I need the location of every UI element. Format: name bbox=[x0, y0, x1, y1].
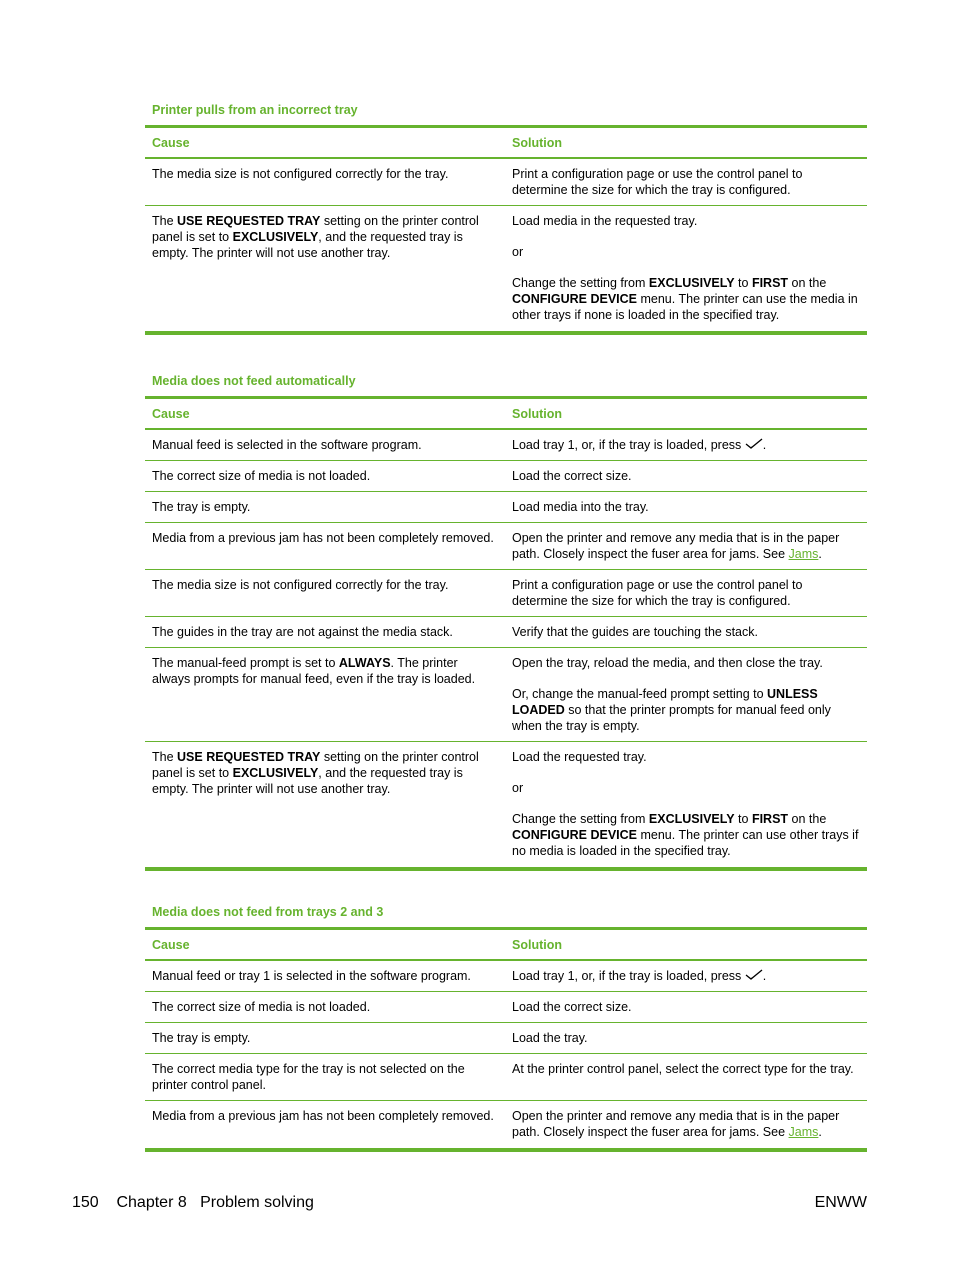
jams-link[interactable]: Jams bbox=[788, 1125, 819, 1139]
troubleshooting-table bbox=[145, 396, 867, 871]
text-run: The manual-feed prompt is set to bbox=[152, 656, 339, 670]
cause-cell bbox=[145, 992, 505, 1023]
menu-setting-name: EXCLUSIVELY bbox=[648, 812, 735, 826]
text-run: Manual feed is selected in the software program. bbox=[152, 438, 422, 452]
text-run: Load media in the requested tray. bbox=[512, 214, 698, 228]
menu-setting-name: CONFIGURE DEVICE bbox=[512, 828, 638, 842]
table-row bbox=[145, 1054, 867, 1101]
solution-cell bbox=[505, 429, 867, 461]
paragraph bbox=[512, 577, 860, 609]
paragraph bbox=[512, 811, 860, 859]
text-run: setting on the printer control panel is set to bbox=[152, 214, 479, 244]
cause-cell bbox=[145, 742, 505, 870]
text-run: Verify that the guides are touching the stack. bbox=[512, 625, 758, 639]
text-run: menu. The printer can use other trays if no media is loaded in the specified tray. bbox=[512, 828, 859, 858]
text-run: Load tray 1, or, if the tray is loaded, press bbox=[512, 438, 745, 452]
menu-setting-name: FIRST bbox=[751, 812, 789, 826]
text-run: , and the requested tray is empty. The printer will not use another tray. bbox=[152, 766, 463, 796]
text-run: . bbox=[762, 438, 767, 452]
text-run: Load the correct size. bbox=[512, 469, 632, 483]
cause-header: Cause bbox=[145, 398, 505, 430]
solution-cell bbox=[505, 461, 867, 492]
table-row bbox=[145, 570, 867, 617]
troubleshooting-table bbox=[145, 927, 867, 1152]
text-run: Load the correct size. bbox=[512, 1000, 632, 1014]
paragraph bbox=[512, 655, 860, 671]
text-run: to bbox=[734, 812, 752, 826]
cause-cell bbox=[145, 1023, 505, 1054]
text-run: The guides in the tray are not against the media stack. bbox=[152, 625, 453, 639]
section-trays-2-3 bbox=[145, 904, 867, 1152]
paragraph bbox=[512, 624, 860, 640]
paragraph bbox=[512, 780, 860, 796]
solution-cell bbox=[505, 1023, 867, 1054]
text-run: Load the tray. bbox=[512, 1031, 588, 1045]
solution-cell bbox=[505, 570, 867, 617]
paragraph bbox=[512, 749, 860, 765]
solution-cell bbox=[505, 648, 867, 742]
text-run: Load the requested tray. bbox=[512, 750, 647, 764]
text-run: At the printer control panel, select the correct type for the tray. bbox=[512, 1062, 854, 1076]
text-run: Media from a previous jam has not been completely removed. bbox=[152, 1109, 494, 1123]
paragraph bbox=[152, 468, 498, 484]
table-row bbox=[145, 206, 867, 334]
paragraph bbox=[152, 577, 498, 593]
menu-setting-name: EXCLUSIVELY bbox=[232, 230, 319, 244]
cause-cell bbox=[145, 570, 505, 617]
section-title: Printer pulls from an incorrect tray bbox=[152, 103, 358, 117]
paragraph bbox=[512, 1030, 860, 1046]
solution-header: Solution bbox=[505, 398, 867, 430]
text-run: on the bbox=[788, 276, 827, 290]
text-run: so that the printer prompts for manual feed only when the tray is empty. bbox=[512, 703, 831, 733]
text-run: Open the tray, reload the media, and then close the tray. bbox=[512, 656, 823, 670]
text-run: The bbox=[152, 214, 178, 228]
text-run: menu. The printer can use the media in other trays if none is loaded in the specified tray. bbox=[512, 292, 858, 322]
text-run: Open the printer and remove any media that is in the paper path. Closely inspect the fuser area for jams. See bbox=[512, 531, 840, 561]
paragraph-gap bbox=[512, 260, 860, 275]
solution-cell bbox=[505, 492, 867, 523]
menu-setting-name: UNLESS LOADED bbox=[512, 687, 818, 717]
cause-cell bbox=[145, 648, 505, 742]
text-run: to bbox=[734, 276, 752, 290]
troubleshooting-table bbox=[145, 125, 867, 335]
text-run: . bbox=[818, 547, 822, 561]
text-run: or bbox=[512, 781, 524, 795]
paragraph-gap bbox=[512, 229, 860, 244]
cause-cell bbox=[145, 429, 505, 461]
text-run: The correct size of media is not loaded. bbox=[152, 469, 371, 483]
text-run: . bbox=[818, 1125, 822, 1139]
table-row bbox=[145, 461, 867, 492]
menu-setting-name: USE REQUESTED TRAY bbox=[177, 214, 321, 228]
text-run: Load media into the tray. bbox=[512, 500, 649, 514]
menu-setting-name: EXCLUSIVELY bbox=[648, 276, 735, 290]
solution-cell bbox=[505, 1101, 867, 1151]
solution-cell bbox=[505, 617, 867, 648]
cause-cell bbox=[145, 461, 505, 492]
cause-header: Cause bbox=[145, 127, 505, 159]
paragraph bbox=[512, 999, 860, 1015]
paragraph bbox=[152, 624, 498, 640]
text-run: The tray is empty. bbox=[152, 1031, 251, 1045]
paragraph bbox=[152, 499, 498, 515]
checkmark-icon bbox=[745, 969, 763, 981]
text-run: Change the setting from bbox=[512, 812, 649, 826]
solution-cell bbox=[505, 1054, 867, 1101]
text-run: The bbox=[152, 750, 178, 764]
paragraph bbox=[152, 530, 498, 546]
solution-cell bbox=[505, 206, 867, 334]
solution-header: Solution bbox=[505, 127, 867, 159]
paragraph bbox=[512, 499, 860, 515]
table-row bbox=[145, 523, 867, 570]
text-run: Media from a previous jam has not been completely removed. bbox=[152, 531, 494, 545]
paragraph bbox=[152, 1108, 498, 1124]
table-row bbox=[145, 1101, 867, 1151]
text-run: Print a configuration page or use the control panel to determine the size for which the tray is configured. bbox=[512, 167, 803, 197]
cause-cell bbox=[145, 206, 505, 334]
text-run: The correct size of media is not loaded. bbox=[152, 1000, 371, 1014]
paragraph bbox=[152, 437, 498, 453]
paragraph bbox=[152, 1030, 498, 1046]
cause-cell bbox=[145, 492, 505, 523]
paragraph bbox=[152, 1061, 498, 1093]
paragraph-gap bbox=[512, 765, 860, 780]
text-run: Print a configuration page or use the control panel to determine the size for which the tray is configured. bbox=[512, 578, 803, 608]
menu-setting-name: ALWAYS bbox=[338, 656, 391, 670]
table-row bbox=[145, 960, 867, 992]
footer-page-chapter: 150 Chapter 8 Problem solving bbox=[72, 1194, 314, 1211]
solution-header: Solution bbox=[505, 929, 867, 961]
solution-cell bbox=[505, 992, 867, 1023]
solution-cell bbox=[505, 742, 867, 870]
solution-cell bbox=[505, 960, 867, 992]
paragraph bbox=[512, 213, 860, 229]
text-run: . The printer always prompts for manual feed, even if the tray is loaded. bbox=[152, 656, 476, 686]
text-run: Change the setting from bbox=[512, 276, 649, 290]
paragraph bbox=[512, 530, 860, 562]
paragraph bbox=[512, 244, 860, 260]
paragraph bbox=[152, 749, 498, 797]
text-run: , and the requested tray is empty. The printer will not use another tray. bbox=[152, 230, 463, 260]
paragraph bbox=[512, 1061, 860, 1077]
cause-cell bbox=[145, 960, 505, 992]
paragraph-gap bbox=[512, 671, 860, 686]
text-run: on the bbox=[788, 812, 827, 826]
section-title: Media does not feed automatically bbox=[152, 374, 356, 388]
paragraph bbox=[152, 166, 498, 182]
checkmark-icon bbox=[745, 438, 763, 450]
text-run: Or, change the manual-feed prompt setting to bbox=[512, 687, 768, 701]
paragraph bbox=[152, 999, 498, 1015]
table-row bbox=[145, 992, 867, 1023]
paragraph-gap bbox=[512, 796, 860, 811]
solution-cell bbox=[505, 523, 867, 570]
paragraph bbox=[152, 968, 498, 984]
table-row bbox=[145, 648, 867, 742]
text-run: Manual feed or tray 1 is selected in the software program. bbox=[152, 969, 471, 983]
cause-header: Cause bbox=[145, 929, 505, 961]
table-row bbox=[145, 617, 867, 648]
menu-setting-name: CONFIGURE DEVICE bbox=[512, 292, 638, 306]
menu-setting-name: FIRST bbox=[751, 276, 789, 290]
table-row bbox=[145, 158, 867, 206]
paragraph bbox=[512, 166, 860, 198]
table-row bbox=[145, 742, 867, 870]
text-run: The correct media type for the tray is not selected on the printer control panel. bbox=[152, 1062, 465, 1092]
table-row bbox=[145, 492, 867, 523]
paragraph bbox=[512, 686, 860, 734]
cause-cell bbox=[145, 1101, 505, 1151]
cause-cell bbox=[145, 617, 505, 648]
text-run: The media size is not configured correctly for the tray. bbox=[152, 167, 449, 181]
paragraph bbox=[512, 968, 860, 984]
text-run: The tray is empty. bbox=[152, 500, 251, 514]
solution-cell bbox=[505, 158, 867, 206]
text-run: setting on the printer control panel is set to bbox=[152, 750, 479, 780]
footer-edition: ENWW bbox=[814, 1194, 867, 1211]
text-run: or bbox=[512, 245, 524, 259]
menu-setting-name: USE REQUESTED TRAY bbox=[177, 750, 321, 764]
section-title: Media does not feed from trays 2 and 3 bbox=[152, 905, 384, 919]
menu-setting-name: EXCLUSIVELY bbox=[232, 766, 319, 780]
section-incorrect-tray bbox=[145, 102, 867, 335]
paragraph bbox=[152, 213, 498, 261]
paragraph bbox=[152, 655, 498, 687]
table-row bbox=[145, 1023, 867, 1054]
text-run: Load tray 1, or, if the tray is loaded, press bbox=[512, 969, 745, 983]
text-run: The media size is not configured correctly for the tray. bbox=[152, 578, 449, 592]
paragraph bbox=[512, 468, 860, 484]
text-run: Open the printer and remove any media that is in the paper path. Closely inspect the fuser area for jams. See bbox=[512, 1109, 840, 1139]
text-run: . bbox=[762, 969, 767, 983]
section-no-auto-feed bbox=[145, 373, 867, 871]
cause-cell bbox=[145, 1054, 505, 1101]
paragraph bbox=[512, 437, 860, 453]
cause-cell bbox=[145, 158, 505, 206]
jams-link[interactable]: Jams bbox=[788, 547, 819, 561]
paragraph bbox=[512, 1108, 860, 1140]
table-row bbox=[145, 429, 867, 461]
paragraph bbox=[512, 275, 860, 323]
cause-cell bbox=[145, 523, 505, 570]
